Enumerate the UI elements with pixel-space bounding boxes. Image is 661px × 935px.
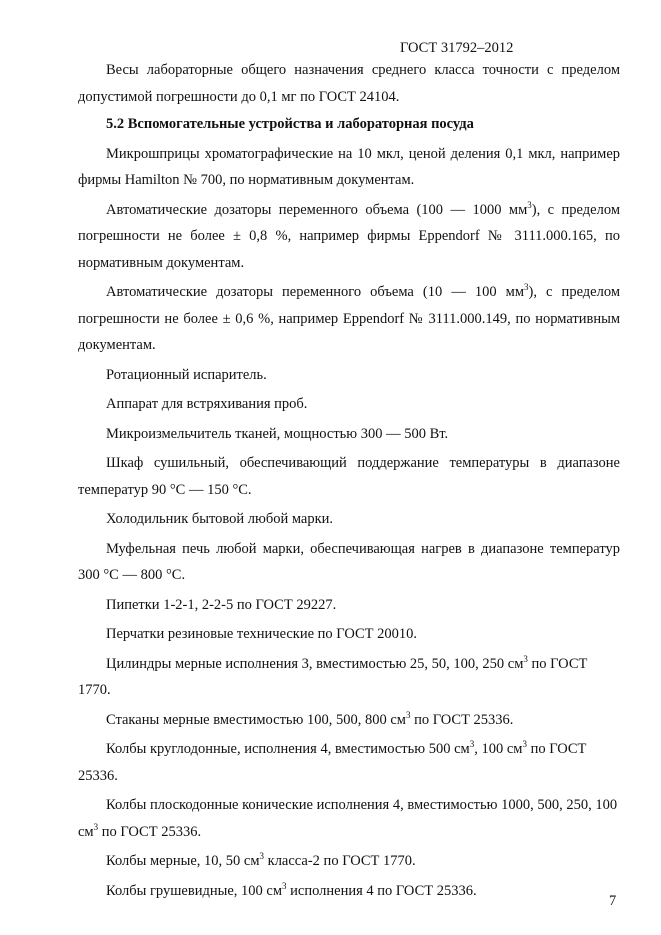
text-part: Цилиндры мерные исполнения 3, вместимостью 25, 50, 100, 250 см [106,655,524,672]
page-header-standard: ГОСТ 31792–2012 [400,40,514,56]
paragraph-conical-flasks [78,792,620,845]
text-part: по ГОСТ 25336. [78,741,587,784]
superscript-3: 3 [405,709,411,720]
text-part: ), с пределом погрешности не более ± 0,8 %, например фирмы Eppendorf № 3111.000.165, по нормативным документам. [78,201,621,271]
paragraph-gloves: Перчатки резиновые технические по ГОСТ 20010. [106,626,417,642]
paragraph-pipettes: Пипетки 1-2-1, 2-2-5 по ГОСТ 29227. [106,596,337,613]
paragraph-pear-flasks [78,878,620,905]
text-part: Колбы грушевидные, 100 см [106,882,283,899]
paragraph-round-flasks [78,736,620,789]
paragraph-scales: Весы лабораторные общего назначения среднего класса точности с пределом допустимой погрешности до 0,1 мг по ГОСТ 24104. [78,62,620,105]
superscript-3: 3 [524,282,529,292]
paragraph-rotary-evaporator: Ротационный испаритель. [106,366,267,383]
paragraph-homogenizer: Микроизмельчитель тканей, мощностью 300 — 500 Вт. [106,425,449,442]
text-part: Автоматические дозаторы переменного объема (10 — 100 мм [106,284,525,300]
superscript-3: 3 [259,851,265,861]
text-part: Колбы плоскодонные конические исполнения 4, вместимостью 1000, 500, 250, 100 см [78,797,618,840]
paragraph-drying-oven: Шкаф сушильный, обеспечивающий поддержание температуры в диапазоне температур 90 °С — 150 °С. [78,455,620,498]
paragraph-dispensers-100 [78,279,620,359]
text-part: Колбы мерные, 10, 50 см [106,853,260,869]
superscript-3: 3 [522,739,527,749]
paragraph-shaker: Аппарат для встряхивания проб. [106,396,308,412]
paragraph-refrigerator: Холодильник бытовой любой марки. [106,511,334,527]
paragraph-cylinders [78,651,620,704]
paragraph-dispensers-1000 [78,197,620,277]
superscript-3: 3 [527,199,532,210]
text-part: по ГОСТ 1770. [78,655,588,698]
text-part: Стаканы мерные вместимостью 100, 500, 800 см [106,711,406,728]
text-part: Колбы круглодонные, исполнения 4, вместимостью 500 см [106,741,470,757]
superscript-3: 3 [93,821,99,832]
document-body [78,57,620,904]
paragraph-volumetric-flasks [78,848,620,875]
superscript-3: 3 [282,880,287,891]
text-part: по ГОСТ 25336. [98,823,202,840]
superscript-3: 3 [469,739,475,749]
text-part: класса-2 по ГОСТ 1770. [264,853,416,869]
text-part: Автоматические дозаторы переменного объема (100 — 1000 мм [106,201,528,218]
text-part: ), с пределом погрешности не более ± 0,6 %, например Eppendorf № 3111.000.149, по нормативным документам. [78,284,621,353]
paragraph-muffle-furnace: Муфельная печь любой марки, обеспечивающая нагрев в диапазоне температур 300 °С — 800 °С. [78,540,620,583]
text-part: исполнения 4 по ГОСТ 25336. [286,882,477,899]
section-heading: 5.2 Вспомогательные устройства и лабораторная посуда [106,116,474,132]
superscript-3: 3 [523,653,528,664]
page-number: 7 [609,893,617,909]
text-part: , 100 см [474,741,523,757]
text-part: по ГОСТ 25336. [410,711,514,728]
paragraph-microsyringes: Микрошприцы хроматографические на 10 мкл, ценой деления 0,1 мкл, например фирмы Hamilton № 700, по нормативным документам. [78,145,620,188]
paragraph-beakers [78,707,620,734]
